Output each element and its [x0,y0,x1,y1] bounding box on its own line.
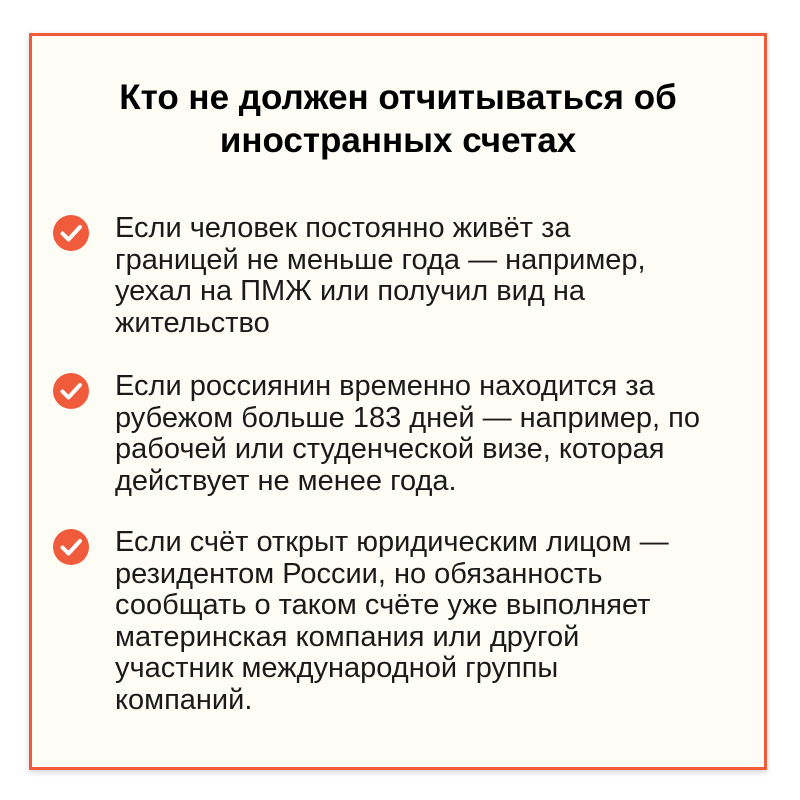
check-circle-icon [53,215,89,251]
list-item-text [115,213,755,339]
text-line: резидентом России, но обязанность [115,557,603,590]
info-card [29,33,767,770]
list-item-text [115,527,755,716]
text-line: действует не менее года. [115,464,457,497]
text-line: границей не меньше года — например, [115,243,646,276]
check-circle-icon [53,373,89,409]
text-line: Если человек постоянно живёт за [115,212,571,244]
text-line: сообщать о таком счёте уже выполняет [115,589,651,621]
text-line: жительство [115,306,270,339]
text-line: материнская компания или другой [115,620,580,653]
title-line: иностранных счетах [219,121,577,160]
check-circle-icon [53,529,89,565]
exemption-list [32,36,764,767]
text-line: участник международной группы [115,652,559,684]
list-item-text [115,371,755,497]
text-line: Если россиянин временно находится за [115,370,655,402]
title-line: Кто не должен отчитываться об [119,78,677,117]
text-line: компаний. [115,683,253,716]
text-line: рабочей или студенческой визе, которая [115,433,665,465]
text-line: рубежом больше 183 дней — например, по [115,401,700,434]
text-line: Если счёт открыт юридическим лицом — [115,526,669,558]
text-line: уехал на ПМЖ или получил вид на [115,275,585,307]
